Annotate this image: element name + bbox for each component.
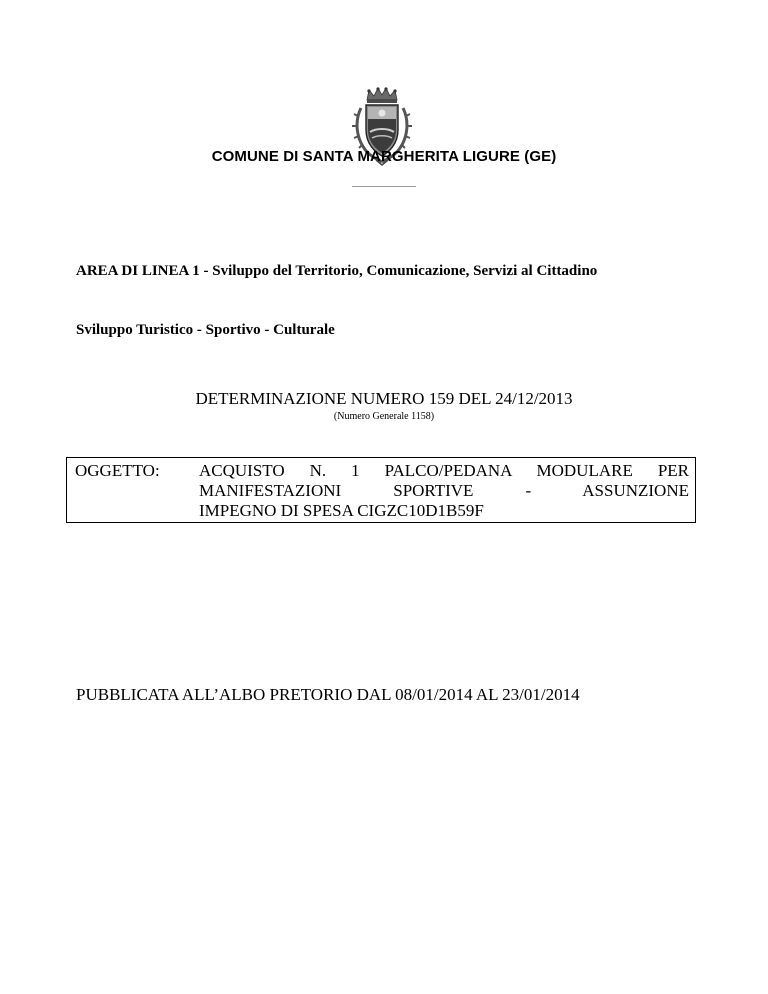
subject-label: OGGETTO: [75, 461, 160, 480]
title-underline-divider [352, 186, 416, 187]
municipality-title: COMUNE DI SANTA MARGHERITA LIGURE (GE) [211, 148, 557, 165]
subject-line: MANIFESTAZIONI SPORTIVE - ASSUNZIONE [199, 481, 689, 500]
general-number: (Numero Generale 1158) [333, 411, 435, 422]
subject-line: IMPEGNO DI SPESA CIGZC10D1B59F [199, 501, 484, 520]
subject-text [199, 461, 689, 521]
determination-title: DETERMINAZIONE NUMERO 159 DEL 24/12/2013 [195, 389, 573, 408]
department-area: AREA DI LINEA 1 - Sviluppo del Territorio, Comunicazione, Servizi al Cittadino [76, 263, 598, 279]
publication-notice: PUBBLICATA ALL’ALBO PRETORIO DAL 08/01/2014 AL 23/01/2014 [76, 685, 580, 704]
department-service: Sviluppo Turistico - Sportivo - Culturale [76, 322, 335, 338]
subject-box [66, 457, 696, 523]
subject-line: ACQUISTO N. 1 PALCO/PEDANA MODULARE PER [199, 461, 689, 480]
